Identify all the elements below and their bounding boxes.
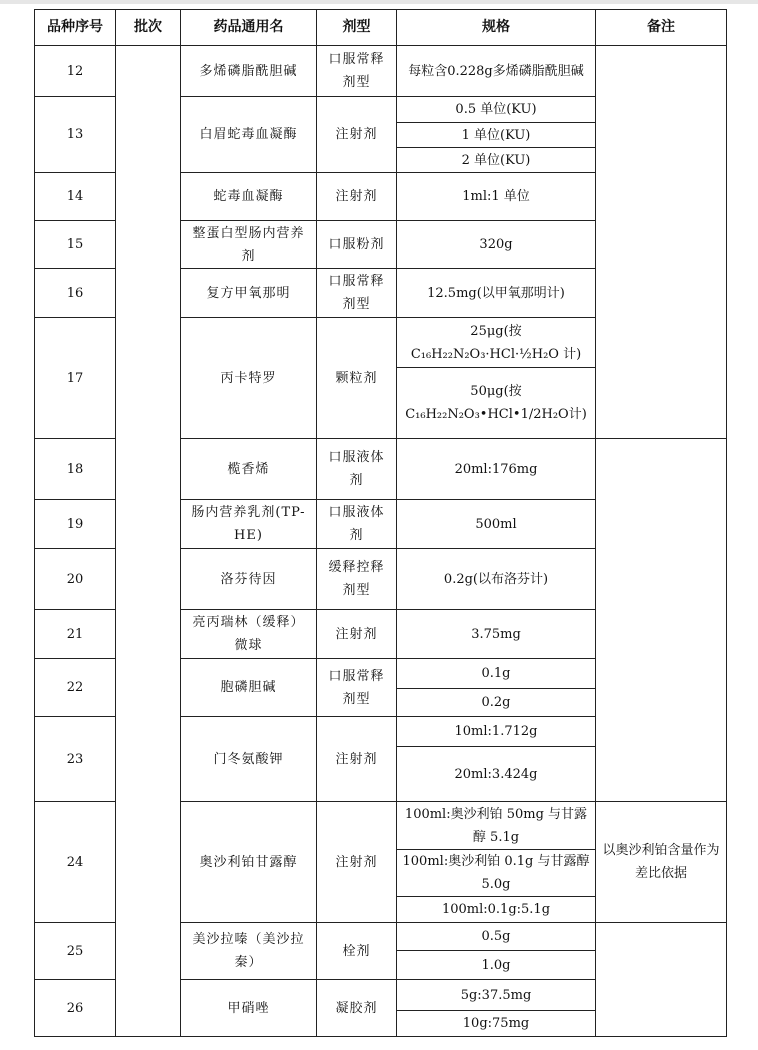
dosage-form: 注射剂: [317, 610, 397, 659]
drug-name: 丙卡特罗: [181, 318, 317, 439]
specification: 12.5mg(以甲氧那明计): [397, 269, 596, 318]
header-note: 备注: [596, 10, 727, 46]
drug-name: 亮丙瑞林（缓释）微球: [181, 610, 317, 659]
table-row: [35, 46, 727, 97]
dosage-form: 缓释控释剂型: [317, 549, 397, 610]
header-no: 品种序号: [35, 10, 116, 46]
row-number: 14: [35, 173, 116, 221]
drug-name: 蛇毒血凝酶: [181, 173, 317, 221]
dosage-form: 栓剂: [317, 923, 397, 980]
dosage-form: 口服常释剂型: [317, 269, 397, 318]
drug-name: 复方甲氧那明: [181, 269, 317, 318]
specification: 100ml:0.1g:5.1g: [397, 897, 596, 923]
drug-name: 胞磷胆碱: [181, 659, 317, 717]
header-row: [35, 10, 727, 46]
specification: 0.2g(以布洛芬计): [397, 549, 596, 610]
drug-table: [34, 9, 727, 1037]
dosage-form: 注射剂: [317, 802, 397, 923]
row-number: 23: [35, 717, 116, 802]
specification: 10g:75mg: [397, 1011, 596, 1037]
dosage-form: 注射剂: [317, 97, 397, 173]
row-number: 15: [35, 221, 116, 269]
specification: 20ml:176mg: [397, 439, 596, 500]
drug-name: 整蛋白型肠内营养剂: [181, 221, 317, 269]
specification: 25μg(按C₁₆H₂₂N₂O₃·HCl·½H₂O 计): [397, 318, 596, 368]
specification: 320g: [397, 221, 596, 269]
note-cell: [596, 439, 727, 802]
note-cell: 以奥沙利铂含量作为差比依据: [596, 802, 727, 923]
specification: 100ml:奥沙利铂 0.1g 与甘露醇 5.0g: [397, 850, 596, 897]
row-number: 25: [35, 923, 116, 980]
specification: 20ml:3.424g: [397, 747, 596, 802]
drug-name: 榄香烯: [181, 439, 317, 500]
specification: 0.1g: [397, 659, 596, 689]
specification: 0.2g: [397, 689, 596, 717]
dosage-form: 口服粉剂: [317, 221, 397, 269]
drug-name: 门冬氨酸钾: [181, 717, 317, 802]
top-divider: [0, 0, 758, 4]
specification: 10ml:1.712g: [397, 717, 596, 747]
specification: 1ml:1 单位: [397, 173, 596, 221]
specification: 500ml: [397, 500, 596, 549]
note-cell: [596, 46, 727, 439]
row-number: 13: [35, 97, 116, 173]
drug-name: 甲硝唑: [181, 980, 317, 1037]
specification: 3.75mg: [397, 610, 596, 659]
dosage-form: 口服常释剂型: [317, 46, 397, 97]
row-number: 21: [35, 610, 116, 659]
row-number: 18: [35, 439, 116, 500]
dosage-form: 注射剂: [317, 717, 397, 802]
dosage-form: 注射剂: [317, 173, 397, 221]
dosage-form: 口服液体剂: [317, 439, 397, 500]
specification: 每粒含0.228g多烯磷脂酰胆碱: [397, 46, 596, 97]
row-number: 20: [35, 549, 116, 610]
dosage-form: 口服常释剂型: [317, 659, 397, 717]
dosage-form: 颗粒剂: [317, 318, 397, 439]
specification: 2 单位(KU): [397, 148, 596, 173]
header-batch: 批次: [116, 10, 181, 46]
dosage-form: 凝胶剂: [317, 980, 397, 1037]
row-number: 24: [35, 802, 116, 923]
note-cell: [596, 923, 727, 1037]
header-spec: 规格: [397, 10, 596, 46]
specification: 5g:37.5mg: [397, 980, 596, 1011]
specification: 0.5g: [397, 923, 596, 951]
specification: 100ml:奥沙利铂 50mg 与甘露醇 5.1g: [397, 802, 596, 850]
specification: 1.0g: [397, 951, 596, 980]
table-body: [35, 46, 727, 1037]
row-number: 22: [35, 659, 116, 717]
specification: 1 单位(KU): [397, 123, 596, 148]
drug-name: 美沙拉嗪（美沙拉秦）: [181, 923, 317, 980]
specification: 0.5 单位(KU): [397, 97, 596, 123]
batch-cell: [116, 46, 181, 1037]
row-number: 26: [35, 980, 116, 1037]
header-name: 药品通用名: [181, 10, 317, 46]
row-number: 16: [35, 269, 116, 318]
drug-name: 多烯磷脂酰胆碱: [181, 46, 317, 97]
drug-name: 奥沙利铂甘露醇: [181, 802, 317, 923]
drug-name: 白眉蛇毒血凝酶: [181, 97, 317, 173]
row-number: 19: [35, 500, 116, 549]
header-form: 剂型: [317, 10, 397, 46]
specification: 50μg(按C₁₆H₂₂N₂O₃•HCl•1/2H₂O计): [397, 368, 596, 439]
drug-name: 洛芬待因: [181, 549, 317, 610]
row-number: 12: [35, 46, 116, 97]
row-number: 17: [35, 318, 116, 439]
dosage-form: 口服液体剂: [317, 500, 397, 549]
drug-name: 肠内营养乳剂(TP-HE): [181, 500, 317, 549]
